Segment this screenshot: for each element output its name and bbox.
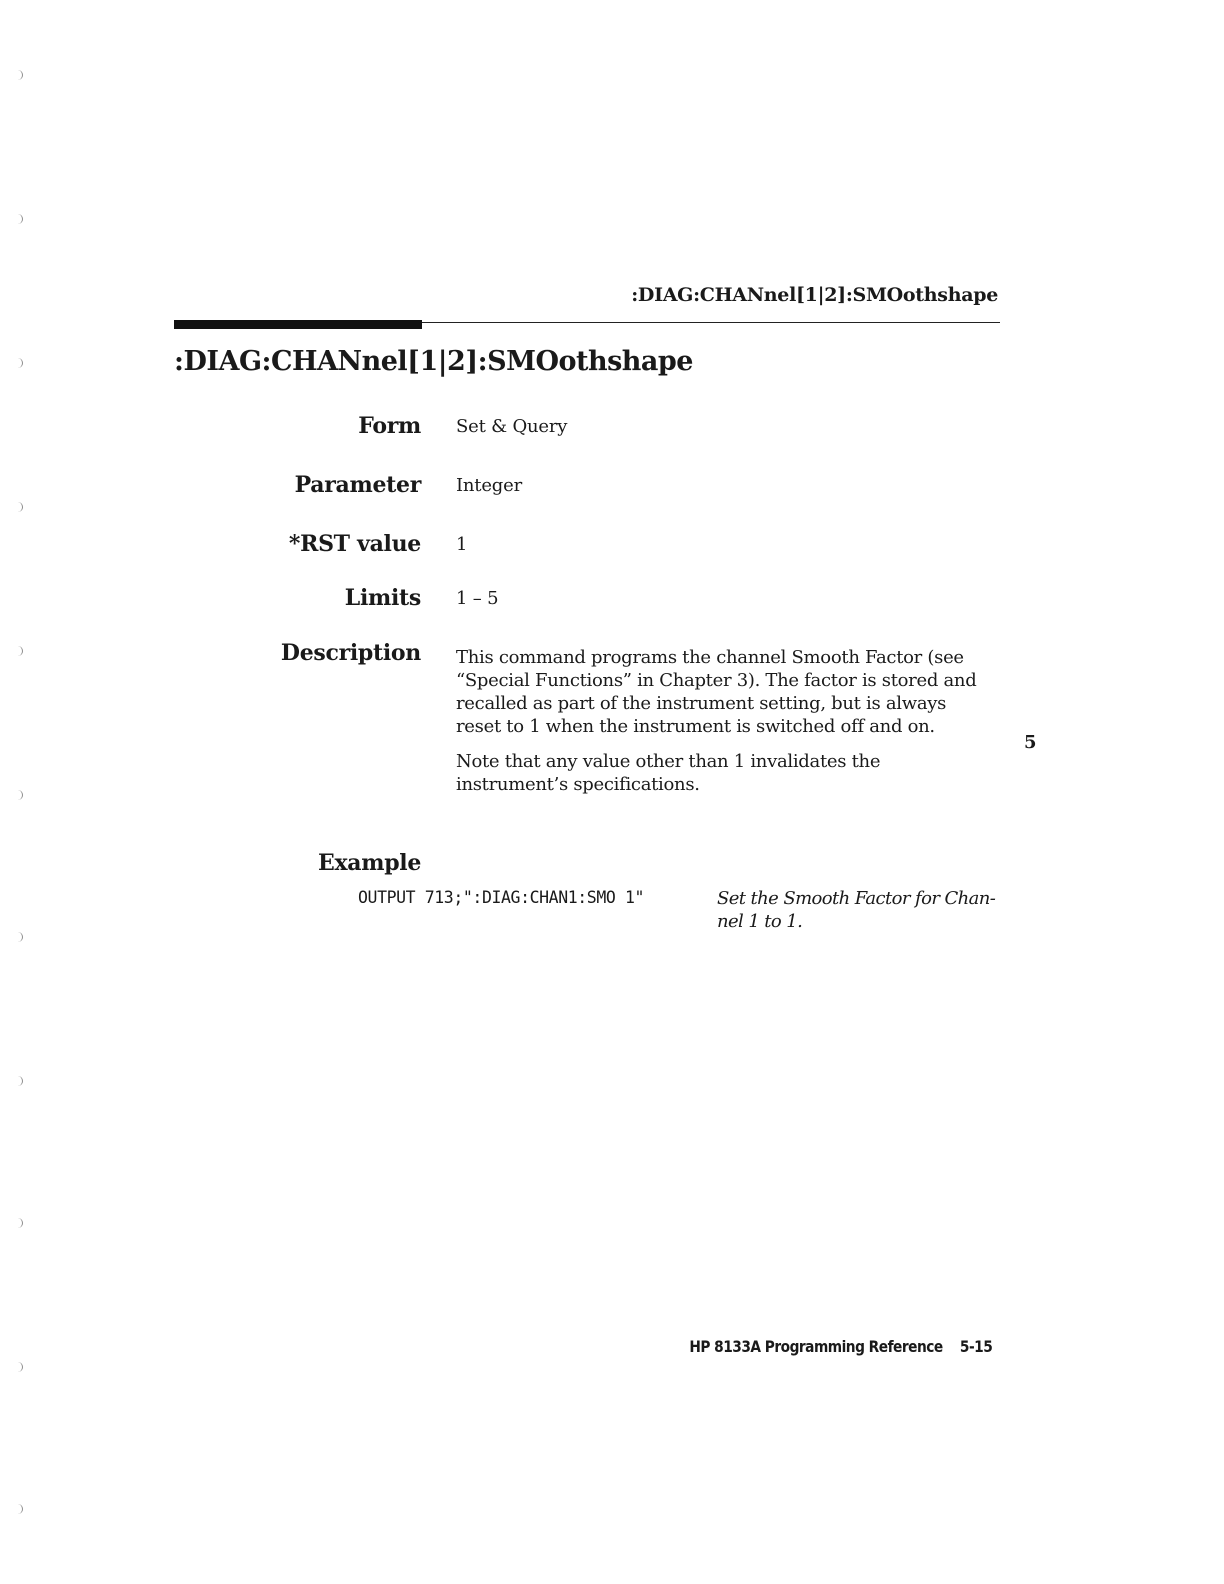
binder-mark xyxy=(17,502,23,512)
binder-mark xyxy=(17,1504,23,1514)
page-title: :DIAG:CHANnel[1|2]:SMOothshape xyxy=(174,346,693,377)
limits-value: 1 – 5 xyxy=(456,588,499,609)
page-footer xyxy=(689,1337,992,1356)
example-comment-line: Set the Smooth Factor for Chan- xyxy=(717,888,996,909)
binder-mark xyxy=(17,1362,23,1372)
binder-mark xyxy=(17,790,23,800)
description-note: Note that any value other than 1 invalidates the instrument’s specifications. xyxy=(456,751,881,795)
rst-value: 1 xyxy=(456,534,468,555)
rst-value-label: *RST value xyxy=(288,531,421,557)
header-rule-bar xyxy=(174,320,422,329)
example-comment-line: nel 1 to 1. xyxy=(717,911,803,932)
page-number: 5-15 xyxy=(959,1337,992,1356)
binder-mark xyxy=(17,70,23,80)
parameter-label: Parameter xyxy=(294,472,421,498)
form-label: Form xyxy=(358,413,421,439)
description-label: Description xyxy=(280,640,421,666)
limits-label: Limits xyxy=(344,585,421,611)
example-code: OUTPUT 713;":DIAG:CHAN1:SMO 1" xyxy=(358,888,645,907)
binder-mark xyxy=(17,646,23,656)
description-text xyxy=(456,646,996,796)
example-comment xyxy=(717,887,1007,933)
binder-mark xyxy=(17,1218,23,1228)
footer-title: HP 8133A Programming Reference xyxy=(689,1337,943,1356)
example-heading: Example xyxy=(318,850,422,876)
running-header: :DIAG:CHANnel[1|2]:SMOothshape xyxy=(631,284,998,306)
description-paragraph: This command programs the channel Smooth Factor (see “Special Functions” in Chapter 3). The factor is stored and recalled as part of the instrument setting, but is always reset to 1 when the instrument is switched off and on. xyxy=(456,647,977,737)
chapter-tab: 5 xyxy=(1024,732,1037,753)
binder-mark xyxy=(17,358,23,368)
form-value: Set & Query xyxy=(456,416,568,437)
parameter-value: Integer xyxy=(456,475,522,496)
binder-mark xyxy=(17,214,23,224)
binder-mark xyxy=(17,932,23,942)
binder-mark xyxy=(17,1076,23,1086)
